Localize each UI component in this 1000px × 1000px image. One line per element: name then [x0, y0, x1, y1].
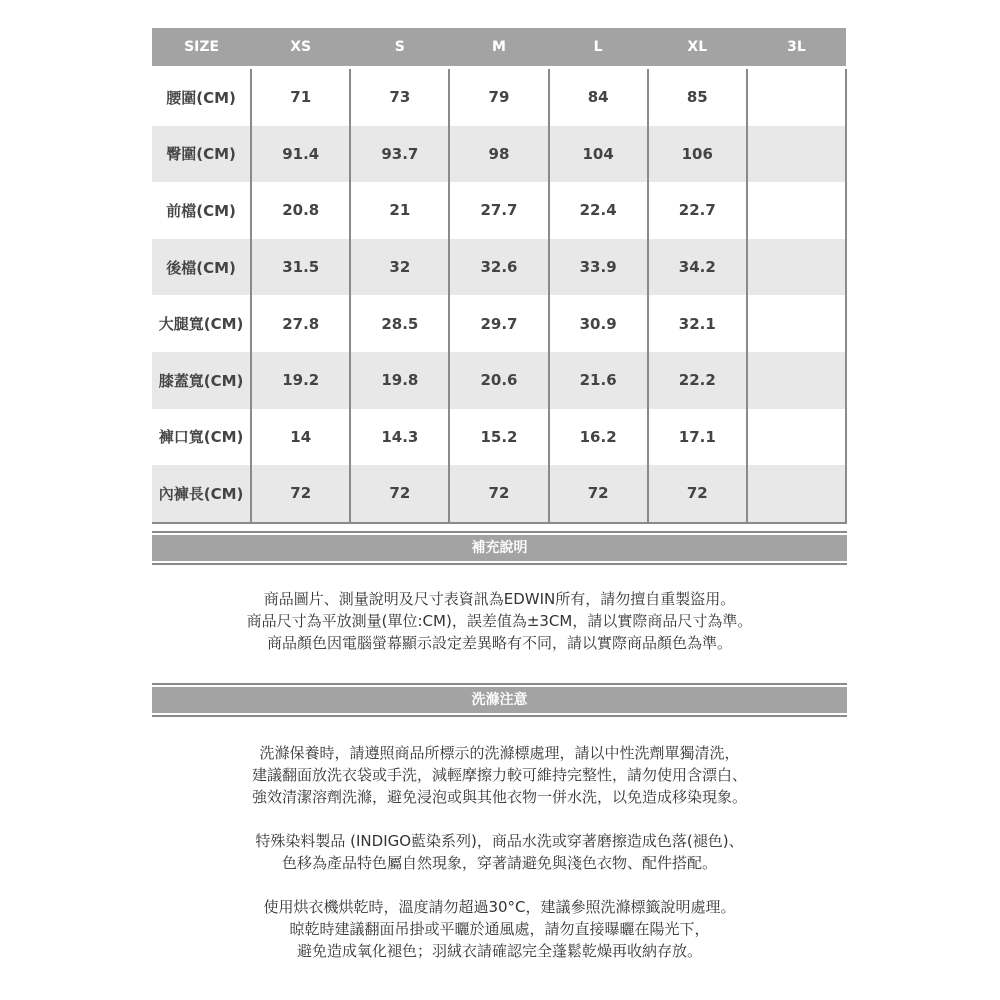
header-xs: XS — [251, 28, 350, 68]
table-row — [152, 295, 846, 352]
washing-line: 洗滌保養時，請遵照商品所標示的洗滌標處理，請以中性洗劑單獨清洗， — [259, 744, 740, 762]
row-label: 褲口寬(CM) — [152, 409, 251, 466]
table-cell: 14 — [251, 409, 350, 466]
table-cell: 19.8 — [350, 352, 449, 409]
table-cell: 34.2 — [648, 239, 747, 296]
table-row — [152, 68, 846, 126]
supplement-text — [152, 588, 847, 654]
table-cell: 22.7 — [648, 182, 747, 239]
supplement-line: 商品圖片、測量說明及尺寸表資訊為EDWIN所有，請勿擅自重製盜用。 — [263, 590, 736, 608]
table-cell: 98 — [449, 126, 548, 183]
washing-paragraph — [152, 742, 847, 808]
supplement-title-bar: 補充說明 — [152, 535, 847, 561]
table-cell: 73 — [350, 68, 449, 126]
table-row — [152, 465, 846, 523]
washing-paragraph — [152, 896, 847, 962]
header-xl: XL — [648, 28, 747, 68]
table-cell: 31.5 — [251, 239, 350, 296]
washing-title-bar: 洗滌注意 — [152, 687, 847, 713]
size-header-row — [152, 28, 846, 68]
header-size: SIZE — [152, 28, 251, 68]
table-cell — [747, 126, 846, 183]
table-cell — [747, 182, 846, 239]
table-cell: 72 — [350, 465, 449, 523]
table-row — [152, 239, 846, 296]
row-label: 內褲長(CM) — [152, 465, 251, 523]
washing-line: 建議翻面放洗衣袋或手洗，減輕摩擦力較可維持完整性，請勿使用含漂白、 — [251, 766, 747, 784]
table-cell: 72 — [549, 465, 648, 523]
table-cell: 20.8 — [251, 182, 350, 239]
table-cell: 16.2 — [549, 409, 648, 466]
table-row — [152, 409, 846, 466]
table-cell: 71 — [251, 68, 350, 126]
table-cell: 85 — [648, 68, 747, 126]
table-cell: 21 — [350, 182, 449, 239]
supplement-line: 商品尺寸為平放測量(單位:CM)，誤差值為±3CM，請以實際商品尺寸為準。 — [246, 612, 753, 630]
header-m: M — [449, 28, 548, 68]
table-cell: 15.2 — [449, 409, 548, 466]
supplement-line: 商品顏色因電腦螢幕顯示設定差異略有不同，請以實際商品顏色為準。 — [266, 634, 732, 652]
table-cell: 28.5 — [350, 295, 449, 352]
table-cell: 93.7 — [350, 126, 449, 183]
table-cell: 17.1 — [648, 409, 747, 466]
table-cell: 91.4 — [251, 126, 350, 183]
supplement-paragraph — [152, 588, 847, 654]
table-cell: 84 — [549, 68, 648, 126]
table-cell: 32 — [350, 239, 449, 296]
table-cell: 19.2 — [251, 352, 350, 409]
size-table-body — [152, 68, 846, 523]
table-cell: 72 — [251, 465, 350, 523]
table-cell: 20.6 — [449, 352, 548, 409]
table-cell — [747, 409, 846, 466]
washing-line: 避免造成氧化褪色；羽絨衣請確認完全蓬鬆乾燥再收納存放。 — [296, 942, 702, 960]
table-cell: 14.3 — [350, 409, 449, 466]
table-cell: 79 — [449, 68, 548, 126]
table-cell — [747, 352, 846, 409]
table-cell: 30.9 — [549, 295, 648, 352]
washing-line: 色移為產品特色屬自然現象，穿著請避免與淺色衣物、配件搭配。 — [281, 854, 717, 872]
table-cell: 21.6 — [549, 352, 648, 409]
table-row — [152, 352, 846, 409]
table-cell: 32.6 — [449, 239, 548, 296]
table-cell: 22.4 — [549, 182, 648, 239]
table-cell: 33.9 — [549, 239, 648, 296]
table-cell: 29.7 — [449, 295, 548, 352]
table-cell: 27.7 — [449, 182, 548, 239]
size-chart-table — [152, 28, 847, 524]
row-label: 前檔(CM) — [152, 182, 251, 239]
washing-text — [152, 742, 847, 962]
washing-line: 強效清潔溶劑洗滌，避免浸泡或與其他衣物一併水洗，以免造成移染現象。 — [251, 788, 747, 806]
table-cell: 27.8 — [251, 295, 350, 352]
header-3l: 3L — [747, 28, 846, 68]
table-cell: 104 — [549, 126, 648, 183]
row-label: 膝蓋寬(CM) — [152, 352, 251, 409]
header-s: S — [350, 28, 449, 68]
table-cell — [747, 465, 846, 523]
table-cell: 72 — [449, 465, 548, 523]
table-cell: 32.1 — [648, 295, 747, 352]
table-row — [152, 182, 846, 239]
washing-line: 晾乾時建議翻面吊掛或平曬於通風處，請勿直接曝曬在陽光下， — [289, 920, 710, 938]
table-cell — [747, 68, 846, 126]
table-cell — [747, 295, 846, 352]
table-cell — [747, 239, 846, 296]
washing-line: 使用烘衣機烘乾時，溫度請勿超過30°C，建議參照洗滌標籤說明處理。 — [263, 898, 736, 916]
table-row — [152, 126, 846, 183]
row-label: 臀圍(CM) — [152, 126, 251, 183]
table-cell: 22.2 — [648, 352, 747, 409]
row-label: 後檔(CM) — [152, 239, 251, 296]
table-cell: 72 — [648, 465, 747, 523]
row-label: 大腿寬(CM) — [152, 295, 251, 352]
table-cell: 106 — [648, 126, 747, 183]
washing-paragraph — [152, 830, 847, 874]
washing-line: 特殊染料製品 (INDIGO藍染系列)，商品水洗或穿著磨擦造成色落(褪色)、 — [255, 832, 744, 850]
row-label: 腰圍(CM) — [152, 68, 251, 126]
header-l: L — [549, 28, 648, 68]
